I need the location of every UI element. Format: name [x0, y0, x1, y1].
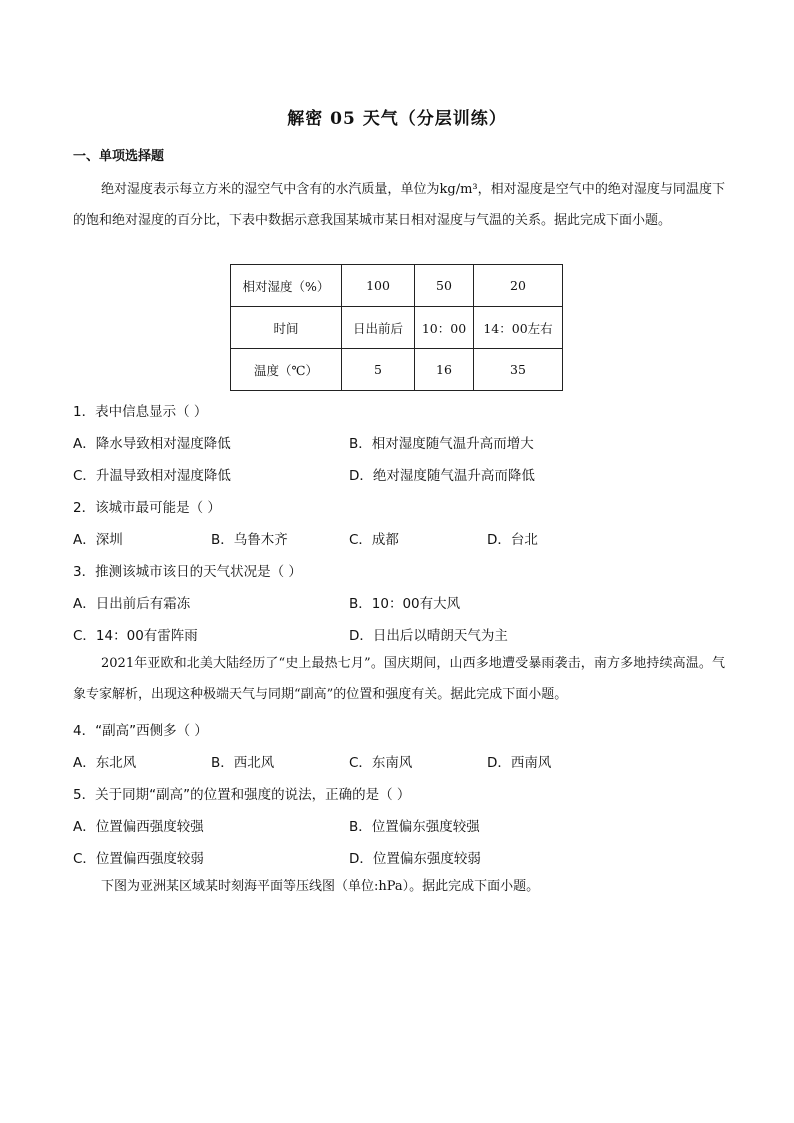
section-heading: 一、单项选择题	[73, 149, 165, 164]
option-5b[interactable]: B．位置偏东强度较强	[349, 819, 480, 835]
option-4d[interactable]: D．西南风	[487, 755, 552, 771]
option-1d[interactable]: D．绝对湿度随气温升高而降低	[349, 468, 535, 484]
question-1: 1．表中信息显示（ ）	[73, 404, 208, 420]
option-2c[interactable]: C．成都	[349, 532, 399, 548]
option-3a[interactable]: A．日出前后有霜冻	[73, 596, 191, 612]
option-1a[interactable]: A．降水导致相对湿度降低	[73, 436, 231, 452]
question-4: 4．“副高”西侧多（ ）	[73, 723, 208, 739]
table-cell: 50	[415, 265, 474, 307]
option-3b[interactable]: B．10：00有大风	[349, 596, 461, 612]
question-3: 3．推测该城市该日的天气状况是（ ）	[73, 564, 302, 580]
table-cell: 35	[474, 349, 563, 391]
table-cell: 16	[415, 349, 474, 391]
page-title: 解密 05 天气（分层训练）	[287, 109, 507, 129]
option-4a[interactable]: A．东北风	[73, 755, 137, 771]
option-3d[interactable]: D．日出后以晴朗天气为主	[349, 628, 508, 644]
table-cell: 相对湿度（%）	[231, 265, 342, 307]
table-cell: 100	[342, 265, 415, 307]
option-2a[interactable]: A．深圳	[73, 532, 123, 548]
question-2: 2．该城市最可能是（ ）	[73, 500, 221, 516]
table-cell: 5	[342, 349, 415, 391]
option-5a[interactable]: A．位置偏西强度较强	[73, 819, 204, 835]
option-1c[interactable]: C．升温导致相对湿度降低	[73, 468, 231, 484]
option-2b[interactable]: B．乌鲁木齐	[211, 532, 288, 548]
table-row	[231, 349, 563, 391]
table-cell: 14：00左右	[474, 307, 563, 349]
table-row	[231, 265, 563, 307]
table-cell: 20	[474, 265, 563, 307]
table-cell: 时间	[231, 307, 342, 349]
option-4b[interactable]: B．西北风	[211, 755, 275, 771]
table-cell: 日出前后	[342, 307, 415, 349]
option-5c[interactable]: C．位置偏西强度较弱	[73, 851, 204, 867]
option-5d[interactable]: D．位置偏东强度较弱	[349, 851, 481, 867]
passage-humidity: 绝对湿度表示每立方米的湿空气中含有的水汽质量，单位为kg/m³，相对湿度是空气中的绝对湿度与同温度下的饱和绝对湿度的百分比，下表中数据示意我国某城市某日相对湿度与气温的关系。据此完成下面小题。	[73, 182, 725, 228]
passage-heatwave: 2021年亚欧和北美大陆经历了“史上最热七月”。国庆期间，山西多地遭受暴雨袭击，南方多地持续高温。气象专家解析，出现这种极端天气与同期“副高”的位置和强度有关。据此完成下面小题。	[73, 656, 725, 702]
table-cell: 10：00	[415, 307, 474, 349]
passage-pressure-map: 下图为亚洲某区域某时刻海平面等压线图（单位:hPa）。据此完成下面小题。	[101, 879, 540, 894]
table-cell: 温度（℃）	[231, 349, 342, 391]
table-row	[231, 307, 563, 349]
question-5: 5．关于同期“副高”的位置和强度的说法，正确的是（ ）	[73, 787, 411, 803]
option-1b[interactable]: B．相对湿度随气温升高而增大	[349, 436, 534, 452]
option-2d[interactable]: D．台北	[487, 532, 538, 548]
option-4c[interactable]: C．东南风	[349, 755, 413, 771]
option-3c[interactable]: C．14：00有雷阵雨	[73, 628, 198, 644]
humidity-table	[230, 264, 563, 391]
